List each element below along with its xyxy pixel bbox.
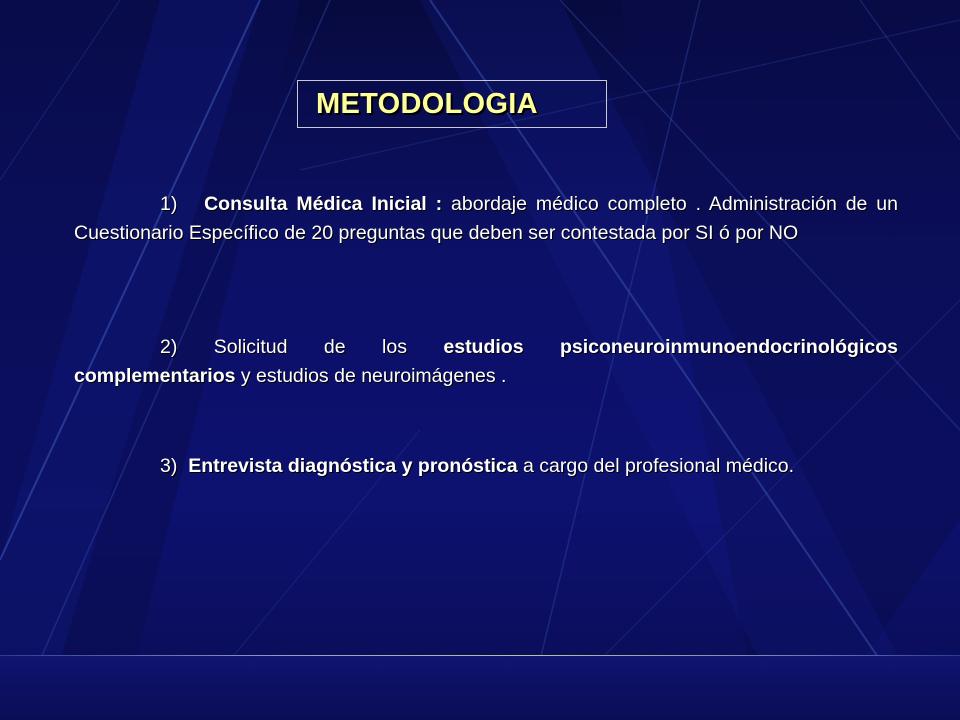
item-2-number: 2) bbox=[160, 336, 178, 358]
slide-title: METODOLOGIA bbox=[316, 88, 538, 120]
item-3-bold-label: Entrevista diagnóstica y pronóstica bbox=[188, 455, 518, 477]
methodology-item-1 bbox=[74, 190, 898, 248]
item-3-text: a cargo del profesional médico. bbox=[517, 455, 795, 477]
item-1-text: abordaje médico completo . Administración de un Cuestionario Específico de 20 preguntas que deben ser contestada por SI ó por NO bbox=[74, 193, 898, 244]
item-1-bold-label: Consulta Médica Inicial : bbox=[204, 193, 443, 215]
item-2-text-before: Solicitud de los bbox=[177, 336, 444, 358]
item-1-number: 1) bbox=[160, 193, 178, 215]
item-2-text: y estudios de neuroimágenes . bbox=[235, 365, 507, 387]
bottom-band bbox=[0, 656, 960, 720]
title-box bbox=[297, 80, 607, 128]
item-2-bold-label: estudios psiconeuroinmunoendocrinológicos complementarios bbox=[74, 336, 898, 387]
item-3-number: 3) bbox=[160, 455, 178, 477]
methodology-item-3 bbox=[74, 452, 898, 481]
methodology-item-2 bbox=[74, 333, 898, 391]
